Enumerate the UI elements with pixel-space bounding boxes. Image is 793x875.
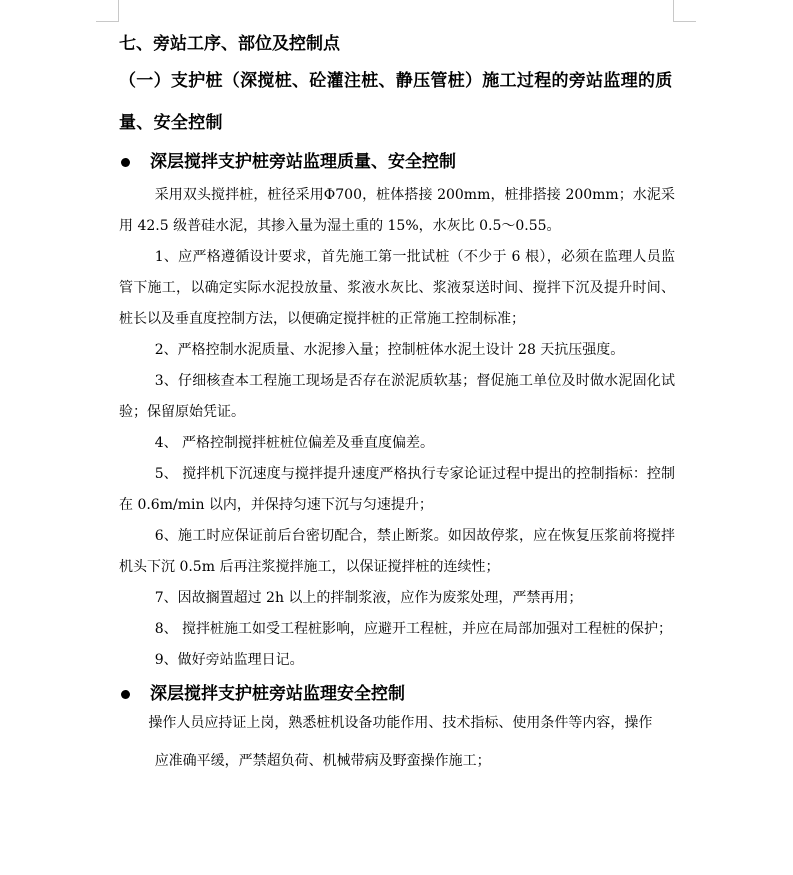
crop-mark-top-left xyxy=(118,0,119,22)
crop-mark-top-right-h xyxy=(673,21,696,22)
paragraph: 2、严格控制水泥质量、水泥掺入量；控制桩体水泥土设计 28 天抗压强度。 xyxy=(154,342,625,358)
bullet-heading-quality xyxy=(119,144,675,180)
bullet-heading-text: 深层搅拌支护桩旁站监理质量、安全控制 xyxy=(150,152,456,172)
document-body xyxy=(119,28,675,777)
paragraph: 3、仔细核查本工程施工现场是否存在淤泥质软基；督促施工单位及时做水泥固化试验；保留原始凭证。 xyxy=(119,373,675,420)
paragraph: 采用双头搅拌桩，桩径采用Φ700，桩体搭接 200mm，桩排搭接 200mm；水泥采用 42.5 级普硅水泥，其掺入量为湿土重的 15%，水灰比 0.5～0.55。 xyxy=(119,187,675,234)
bullet-heading-safety xyxy=(119,676,675,712)
paragraph-gap xyxy=(119,734,675,746)
section-title: 七、旁站工序、部位及控制点 xyxy=(119,34,340,54)
paragraph: 9、做好旁站监理日记。 xyxy=(154,652,304,668)
bullet-heading-text: 深层搅拌支护桩旁站监理安全控制 xyxy=(150,684,405,704)
paragraph: 应准确平缓，严禁超负荷、机械带病及野蛮操作施工； xyxy=(154,753,491,769)
paragraph: 1、应严格遵循设计要求，首先施工第一批试桩（不少于 6 根），必须在监理人员监管下施工，以确定实际水泥投放量、浆液水灰比、浆液泵送时间、搅拌下沉及提升时间、桩长以及垂直度控制方法，以便确定搅拌桩的正常施工控制标准； xyxy=(119,249,675,327)
paragraph: 7、因故搁置超过 2h 以上的拌制浆液，应作为废浆处理，严禁再用； xyxy=(154,590,583,606)
crop-mark-top-left-h xyxy=(96,21,119,22)
paragraph: 5、 搅拌机下沉速度与搅拌提升速度严格执行专家论证过程中提出的控制指标：控制在 0.6m/min 以内，并保持匀速下沉与匀速提升； xyxy=(119,466,675,513)
bullet-icon xyxy=(121,690,130,699)
paragraph: 6、施工时应保证前后台密切配合，禁止断浆。如因故停浆，应在恢复压浆前将搅拌机头下沉 0.5m 后再注浆搅拌施工，以保证搅拌桩的连续性； xyxy=(119,528,675,575)
paragraph: 4、 严格控制搅拌桩桩位偏差及垂直度偏差。 xyxy=(154,435,435,451)
subsection-title: （一）支护桩（深搅桩、砼灌注桩、静压管桩）施工过程的旁站监理的质量、安全控制 xyxy=(119,71,673,133)
crop-mark-top-right xyxy=(673,0,674,22)
bullet-icon xyxy=(121,158,130,167)
paragraph: 8、 搅拌桩施工如受工程桩影响，应避开工程桩，并应在局部加强对工程桩的保护； xyxy=(154,621,673,637)
paragraph: 操作人员应持证上岗，熟悉桩机设备功能作用、技术指标、使用条件等内容，操作 xyxy=(148,715,653,731)
